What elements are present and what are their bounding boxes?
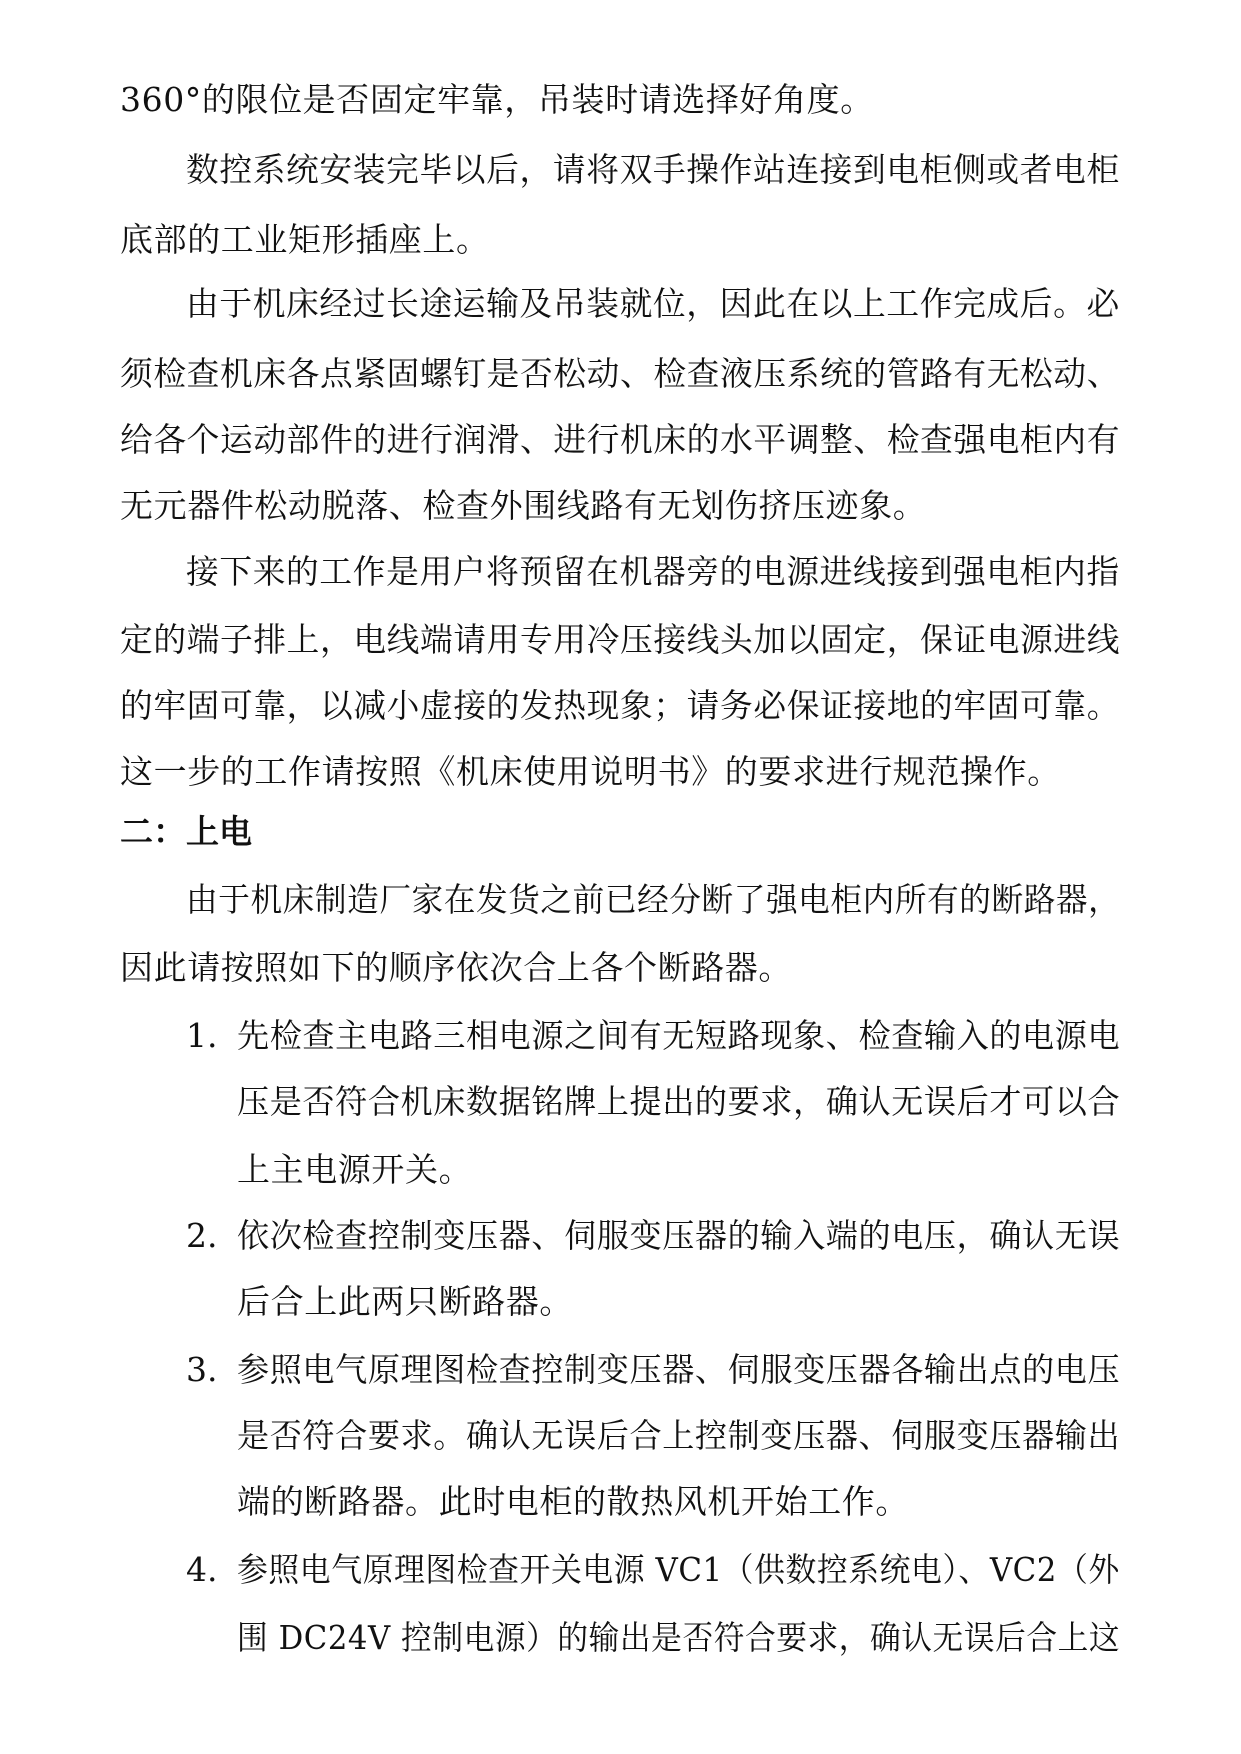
text-line: 底部的工业矩形插座上。 [120, 220, 490, 259]
text-line: 由于机床经过长途运输及吊装就位，因此在以上工作完成后。必 [186, 284, 1120, 323]
list-item-line: 先检查主电路三相电源之间有无短路现象、检查输入的电源电 [237, 1016, 1121, 1055]
text-line: 接下来的工作是用户将预留在机器旁的电源进线接到强电柜内指 [186, 552, 1120, 591]
text-line: 无元器件松动脱落、检查外围线路有无划伤挤压迹象。 [120, 486, 927, 525]
text-line: 须检查机床各点紧固螺钉是否松动、检查液压系统的管路有无松动、 [120, 354, 1121, 393]
list-item-number: 2. [186, 1216, 218, 1255]
text-line: 360°的限位是否固定牢靠，吊装时请选择好角度。 [120, 80, 874, 119]
list-item-line: 后合上此两只断路器。 [237, 1282, 573, 1321]
list-item-number: 4. [186, 1550, 218, 1589]
list-item-number: 3. [186, 1350, 218, 1389]
list-item-number: 1. [186, 1016, 218, 1055]
list-item-line: 是否符合要求。确认无误后合上控制变压器、伺服变压器输出 [237, 1416, 1121, 1455]
list-item-line: 上主电源开关。 [237, 1150, 473, 1189]
section-heading: 二：上电 [120, 812, 252, 851]
text-line: 给各个运动部件的进行润滑、进行机床的水平调整、检查强电柜内有 [120, 420, 1121, 459]
text-line: 因此请按照如下的顺序依次合上各个断路器。 [120, 948, 792, 987]
text-line: 定的端子排上，电线端请用专用冷压接线头加以固定，保证电源进线 [120, 620, 1121, 659]
list-item-line: 参照电气原理图检查开关电源 VC1（供数控系统电）、VC2（外 [237, 1550, 1120, 1589]
text-line: 这一步的工作请按照《机床使用说明书》的要求进行规范操作。 [120, 752, 1061, 791]
list-item-line: 压是否符合机床数据铭牌上提出的要求，确认无误后才可以合 [237, 1082, 1121, 1121]
list-item-line: 围 DC24V 控制电源）的输出是否符合要求，确认无误后合上这 [237, 1618, 1121, 1657]
list-item-line: 端的断路器。此时电柜的散热风机开始工作。 [237, 1482, 909, 1521]
text-line: 由于机床制造厂家在发货之前已经分断了强电柜内所有的断路器， [186, 880, 1121, 919]
text-line: 数控系统安装完毕以后，请将双手操作站连接到电柜侧或者电柜 [186, 150, 1120, 189]
list-item-line: 依次检查控制变压器、伺服变压器的输入端的电压，确认无误 [237, 1216, 1121, 1255]
list-item-line: 参照电气原理图检查控制变压器、伺服变压器各输出点的电压 [237, 1350, 1121, 1389]
text-line: 的牢固可靠，以减小虚接的发热现象；请务必保证接地的牢固可靠。 [120, 686, 1121, 725]
